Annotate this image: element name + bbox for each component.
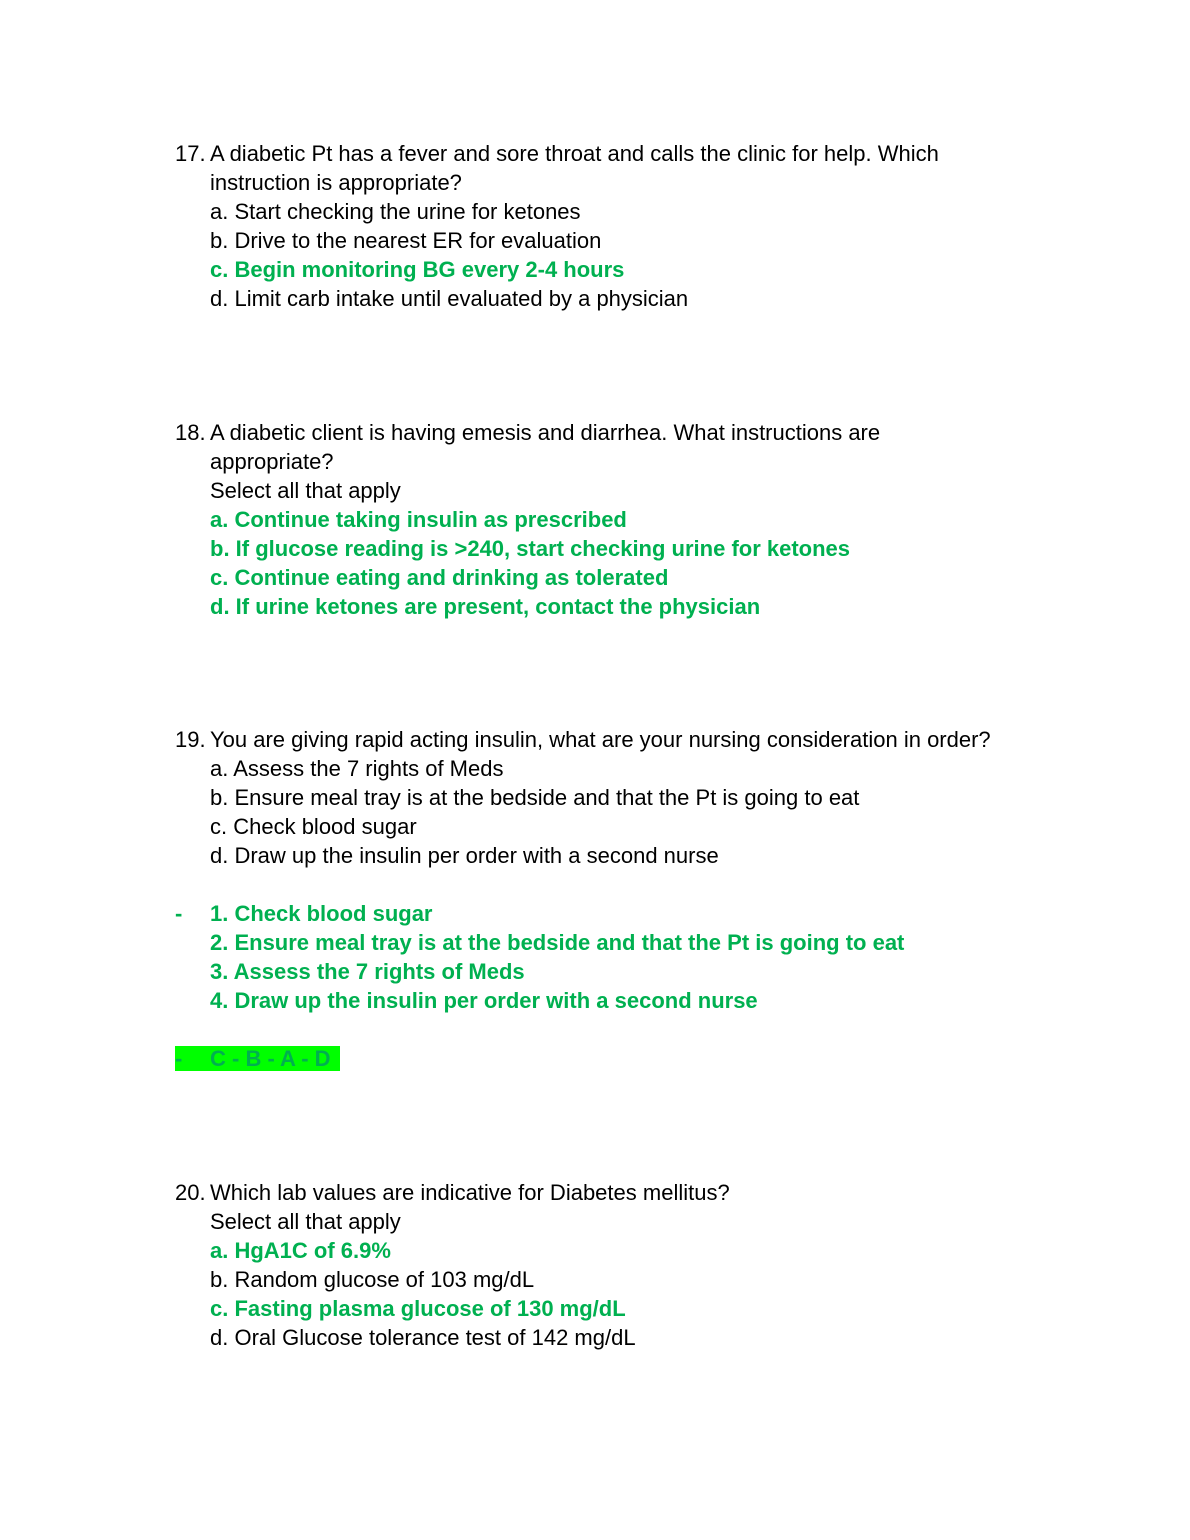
option-a-correct: a. Continue taking insulin as prescribed (210, 507, 627, 532)
answer-step-3: 3. Assess the 7 rights of Meds (210, 959, 525, 984)
option-d: d. Oral Glucose tolerance test of 142 mg/dL (210, 1325, 636, 1350)
option-b-correct: b. If glucose reading is >240, start checking urine for ketones (210, 536, 851, 561)
option-a: a. Assess the 7 rights of Meds (210, 756, 504, 781)
summary-bullet: - (175, 1046, 183, 1071)
answer-summary-highlight (175, 1046, 340, 1071)
question-stem-line: A diabetic client is having emesis and diarrhea. What instructions are (210, 420, 881, 445)
option-b: b. Ensure meal tray is at the bedside and that the Pt is going to eat (210, 785, 860, 810)
question-stem-line: You are giving rapid acting insulin, what are your nursing consideration in order? (210, 727, 991, 752)
question-number: 17. (175, 141, 206, 166)
option-d: d. Draw up the insulin per order with a second nurse (210, 843, 719, 868)
question-stem-line: A diabetic Pt has a fever and sore throat and calls the clinic for help. Which (210, 141, 939, 166)
option-c: c. Check blood sugar (210, 814, 417, 839)
question-number: 18. (175, 420, 206, 445)
option-d-correct: d. If urine ketones are present, contact the physician (210, 594, 761, 619)
question-number: 20. (175, 1180, 206, 1205)
option-d: d. Limit carb intake until evaluated by a physician (210, 286, 689, 311)
answer-step-4: 4. Draw up the insulin per order with a second nurse (210, 988, 758, 1013)
question-instruction: Select all that apply (210, 478, 401, 503)
option-b: b. Random glucose of 103 mg/dL (210, 1267, 535, 1292)
question-stem-line: Which lab values are indicative for Diabetes mellitus? (210, 1180, 730, 1205)
option-b: b. Drive to the nearest ER for evaluation (210, 228, 602, 253)
question-instruction: Select all that apply (210, 1209, 401, 1234)
option-c-correct: c. Continue eating and drinking as tolerated (210, 565, 669, 590)
option-a: a. Start checking the urine for ketones (210, 199, 581, 224)
question-number: 19. (175, 727, 206, 752)
option-a-correct: a. HgA1C of 6.9% (210, 1238, 391, 1263)
answer-summary: C - B - A - D (210, 1046, 331, 1071)
question-stem-line: appropriate? (210, 449, 334, 474)
answer-step-1: 1. Check blood sugar (210, 901, 433, 926)
answer-bullet: - (175, 901, 183, 926)
option-c-correct: c. Fasting plasma glucose of 130 mg/dL (210, 1296, 626, 1321)
option-c-correct: c. Begin monitoring BG every 2-4 hours (210, 257, 625, 282)
question-stem-line: instruction is appropriate? (210, 170, 462, 195)
answer-step-2: 2. Ensure meal tray is at the bedside and that the Pt is going to eat (210, 930, 905, 955)
